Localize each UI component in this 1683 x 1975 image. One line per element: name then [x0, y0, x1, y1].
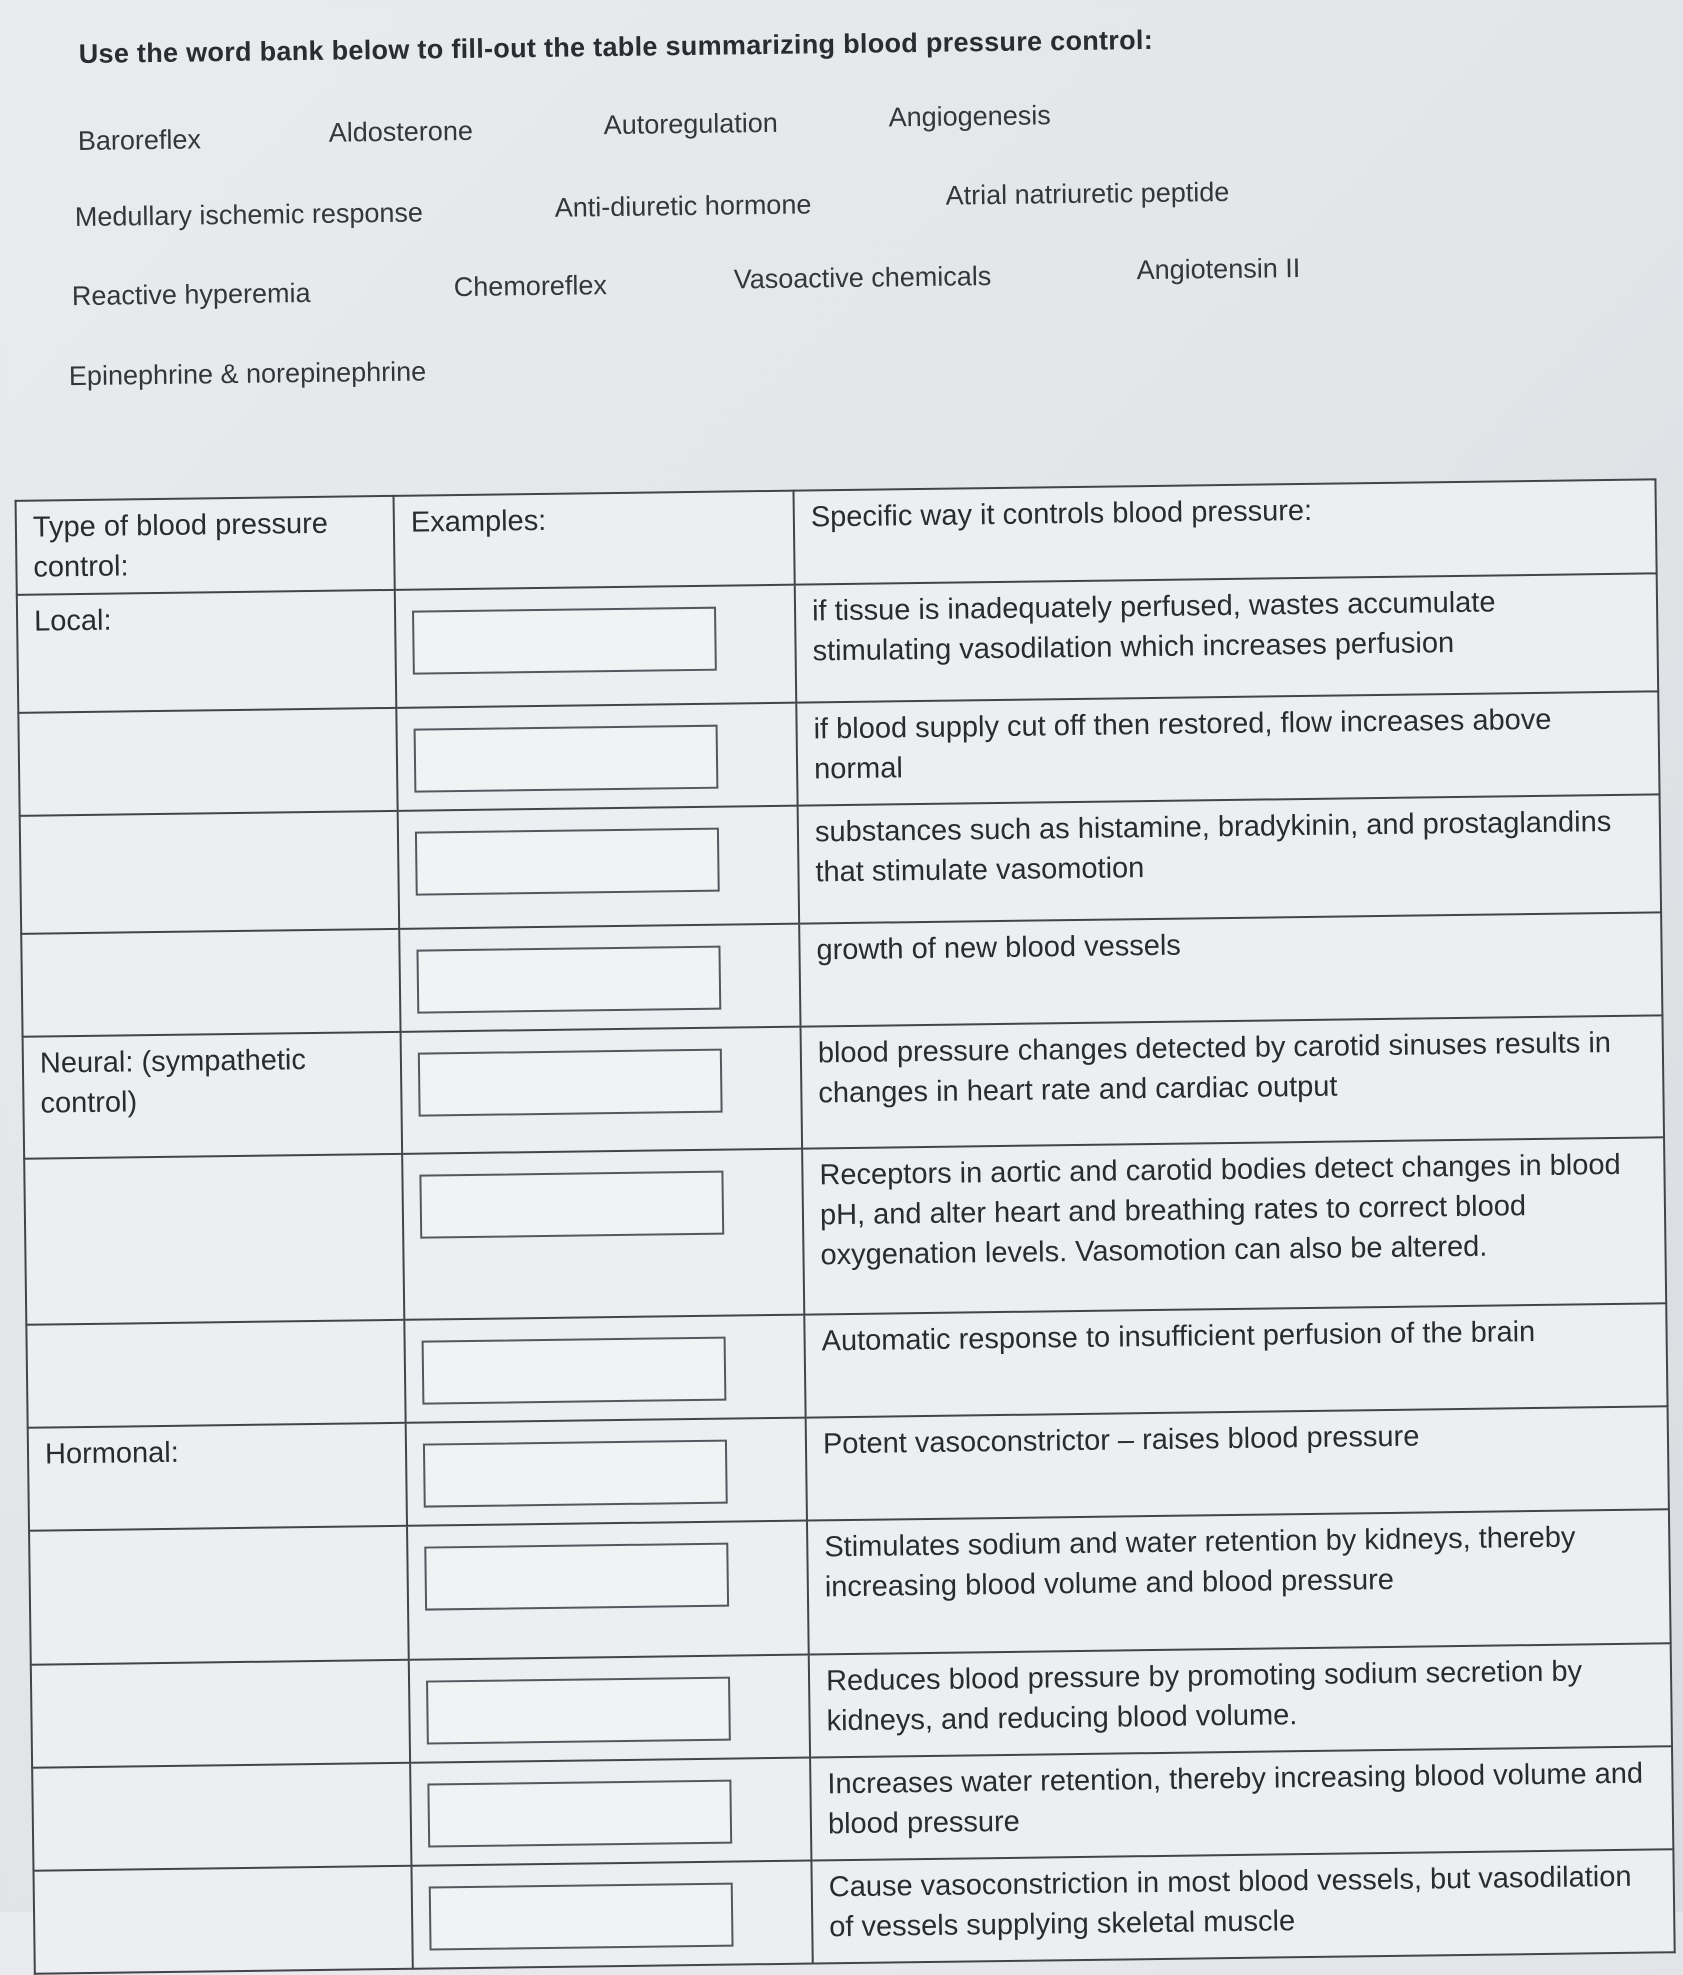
example-cell — [396, 703, 797, 811]
example-cell — [402, 1149, 804, 1320]
answer-box[interactable] — [414, 725, 719, 793]
description-cell: growth of new blood vessels — [799, 912, 1662, 1026]
example-cell — [407, 1521, 809, 1660]
word-bank-item: Aldosterone — [328, 115, 474, 148]
example-cell — [410, 1758, 811, 1866]
example-cell — [401, 1027, 803, 1154]
description-cell: if blood supply cut off then restored, flow increases above normal — [796, 691, 1659, 805]
word-bank-item: Epinephrine & norepinephrine — [68, 356, 427, 392]
word-bank-item: Atrial natriuretic peptide — [945, 176, 1230, 211]
type-cell: Neural: (sympathetic control) — [23, 1032, 403, 1159]
word-bank-item: Angiogenesis — [888, 100, 1051, 133]
type-cell — [33, 1866, 412, 1974]
instructions-title: Use the word bank below to fill-out the table summarizing blood pressure control: — [78, 24, 1154, 69]
description-cell: Receptors in aortic and carotid bodies detect changes in blood pH, and alter heart and breathing rates to correct blood oxygenation levels. Vasomotion can also be altered. — [802, 1137, 1666, 1314]
description-cell: if tissue is inadequately perfused, wastes accumulate stimulating vasodilation which increases perfusion — [795, 573, 1658, 702]
answer-box[interactable] — [415, 828, 720, 896]
word-bank-item: Reactive hyperemia — [71, 277, 311, 312]
answer-box[interactable] — [412, 607, 717, 675]
table-row — [24, 1137, 1666, 1324]
table-row — [17, 573, 1658, 712]
word-bank-item: Baroreflex — [77, 124, 202, 156]
description-cell: blood pressure changes detected by carotid sinuses results in changes in heart rate and cardiac output — [801, 1015, 1665, 1148]
description-cell: Potent vasoconstrictor – raises blood pressure — [806, 1406, 1669, 1520]
type-cell — [31, 1660, 410, 1768]
word-bank-item: Angiotensin II — [1136, 253, 1301, 286]
example-cell — [398, 806, 800, 929]
table-row — [33, 1849, 1674, 1973]
answer-box[interactable] — [429, 1883, 734, 1951]
word-bank-item: Medullary ischemic response — [74, 197, 424, 233]
description-cell: Increases water retention, thereby increasing blood volume and blood pressure — [810, 1746, 1673, 1860]
answer-box[interactable] — [424, 1543, 729, 1611]
answer-box[interactable] — [418, 1049, 723, 1117]
answer-box[interactable] — [423, 1440, 728, 1508]
word-bank-item: Chemoreflex — [453, 270, 608, 303]
example-cell — [404, 1315, 805, 1423]
example-cell — [399, 924, 800, 1032]
example-cell — [411, 1861, 812, 1969]
answer-box[interactable] — [426, 1677, 731, 1745]
description-cell: Cause vasoconstriction in most blood vessels, but vasodilation of vessels supplying skeletal muscle — [811, 1849, 1674, 1963]
type-cell — [24, 1154, 404, 1325]
type-cell — [32, 1763, 411, 1871]
word-bank-item: Autoregulation — [603, 107, 779, 141]
header-description: Specific way it controls blood pressure: — [793, 479, 1656, 584]
example-cell — [409, 1655, 810, 1763]
type-cell — [26, 1320, 405, 1428]
header-examples: Examples: — [394, 491, 795, 590]
word-bank-item: Vasoactive chemicals — [733, 261, 992, 295]
type-cell — [21, 929, 400, 1037]
header-type: Type of blood pressure control: — [16, 496, 395, 595]
type-cell: Hormonal: — [28, 1423, 407, 1531]
word-bank-item: Anti-diuretic hormone — [554, 189, 812, 223]
example-cell — [406, 1418, 807, 1526]
table-row — [23, 1015, 1664, 1158]
description-cell: Stimulates sodium and water retention by kidneys, thereby increasing blood volume and blood pressure — [807, 1509, 1671, 1654]
type-cell — [29, 1526, 409, 1665]
answer-box[interactable] — [427, 1780, 732, 1848]
answer-box[interactable] — [416, 946, 721, 1014]
table-row — [29, 1509, 1671, 1664]
description-cell: Automatic response to insufficient perfusion of the brain — [804, 1303, 1667, 1417]
type-cell: Local: — [17, 590, 397, 713]
example-cell — [395, 585, 797, 708]
answer-box[interactable] — [419, 1171, 724, 1239]
table-row — [20, 794, 1661, 933]
blood-pressure-table — [15, 478, 1676, 1974]
type-cell — [18, 708, 397, 816]
answer-box[interactable] — [422, 1337, 727, 1405]
description-cell: Reduces blood pressure by promoting sodium secretion by kidneys, and reducing blood volume. — [809, 1643, 1672, 1757]
type-cell — [20, 811, 400, 934]
description-cell: substances such as histamine, bradykinin, and prostaglandins that stimulate vasomotion — [798, 794, 1661, 923]
